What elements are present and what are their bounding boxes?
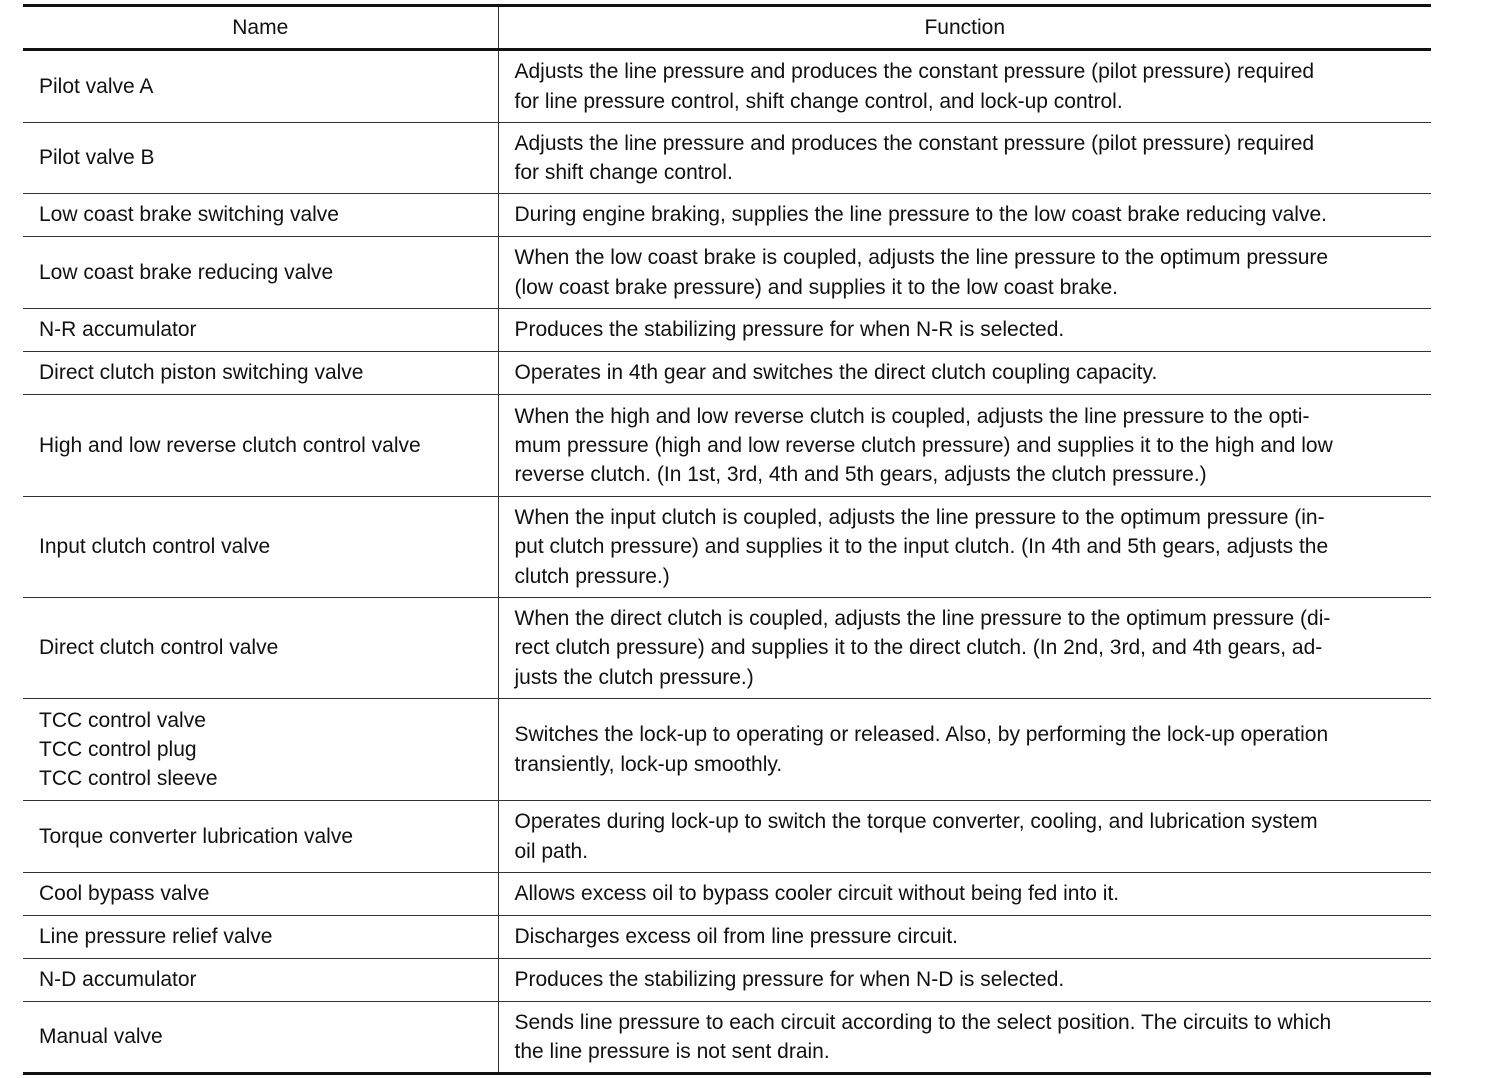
- table-row: [23, 194, 1431, 237]
- function-line: for shift change control.: [514, 161, 733, 184]
- function-line: the line pressure is not sent drain.: [514, 1040, 830, 1063]
- function-line: put clutch pressure) and supplies it to the input clutch. (In 4th and 5th gears, adjusts the: [514, 535, 1329, 559]
- cell-function: [498, 873, 1431, 916]
- function-line: Adjusts the line pressure and produces the constant pressure (pilot pressure) required: [514, 60, 1315, 84]
- name-line: Pilot valve A: [39, 74, 154, 98]
- function-line: mum pressure (high and low reverse clutch pressure) and supplies it to the high and low: [514, 433, 1333, 457]
- function-line: When the input clutch is coupled, adjusts the line pressure to the optimum pressure (in-: [514, 506, 1325, 530]
- function-line: (low coast brake pressure) and supplies it to the low coast brake.: [514, 275, 1118, 299]
- table-row: [23, 50, 1431, 123]
- table-body: [23, 50, 1431, 1074]
- cell-function: [498, 497, 1431, 598]
- table-header-row: [23, 6, 1431, 50]
- function-line: transiently, lock-up smoothly.: [514, 752, 783, 776]
- cell-function: [498, 1002, 1431, 1074]
- table-row: [23, 699, 1431, 801]
- name-line: Cool bypass valve: [39, 882, 210, 906]
- name-line: Low coast brake reducing valve: [39, 260, 334, 284]
- cell-name: [23, 123, 498, 194]
- function-line: Sends line pressure to each circuit according to the select position. The circuits to which: [514, 1010, 1332, 1034]
- cell-name: [23, 309, 498, 352]
- cell-name: [23, 194, 498, 237]
- cell-function: [498, 352, 1431, 395]
- function-line: Produces the stabilizing pressure for when N-R is selected.: [514, 318, 1065, 342]
- cell-function: [498, 123, 1431, 194]
- cell-function: [498, 309, 1431, 352]
- function-line: Allows excess oil to bypass cooler circuit without being fed into it.: [514, 882, 1120, 906]
- name-line: N-D accumulator: [39, 968, 197, 992]
- cell-function: [498, 50, 1431, 123]
- name-line: TCC control plug: [39, 737, 197, 761]
- table-row: [23, 352, 1431, 395]
- function-line: reverse clutch. (In 1st, 3rd, 4th and 5th gears, adjusts the clutch pressure.): [514, 463, 1207, 487]
- function-line: for line pressure control, shift change control, and lock-up control.: [514, 89, 1123, 113]
- cell-function: [498, 395, 1431, 497]
- cell-name: [23, 699, 498, 801]
- name-line: High and low reverse clutch control valve: [39, 433, 421, 457]
- name-line: Torque converter lubrication valve: [39, 824, 353, 848]
- valve-function-table: [23, 4, 1431, 1075]
- name-line: Manual valve: [39, 1025, 163, 1049]
- name-line: Low coast brake switching valve: [39, 203, 339, 227]
- cell-name: [23, 873, 498, 916]
- table-row: [23, 801, 1431, 873]
- name-line: N-R accumulator: [39, 318, 197, 342]
- cell-name: [23, 497, 498, 598]
- table-row: [23, 497, 1431, 598]
- name-line: TCC control valve: [39, 708, 206, 732]
- cell-name: [23, 598, 498, 699]
- cell-function: [498, 699, 1431, 801]
- name-line: Direct clutch piston switching valve: [39, 361, 364, 385]
- cell-name: [23, 1002, 498, 1074]
- table-row: [23, 916, 1431, 959]
- table-row: [23, 873, 1431, 916]
- name-line: Line pressure relief valve: [39, 925, 273, 949]
- name-line: Input clutch control valve: [39, 535, 271, 559]
- cell-name: [23, 237, 498, 309]
- table-row: [23, 598, 1431, 699]
- table-row: [23, 959, 1431, 1002]
- table-row: [23, 309, 1431, 352]
- cell-function: [498, 959, 1431, 1002]
- function-line: Adjusts the line pressure and produces the constant pressure (pilot pressure) required: [514, 131, 1315, 155]
- function-line: Operates in 4th gear and switches the direct clutch coupling capacity.: [514, 361, 1158, 385]
- function-line: During engine braking, supplies the line pressure to the low coast brake reducing valve.: [514, 203, 1327, 227]
- table-row: [23, 395, 1431, 497]
- function-line: Produces the stabilizing pressure for when N-D is selected.: [514, 968, 1065, 992]
- name-line: TCC control sleeve: [39, 767, 218, 791]
- table-row: [23, 1002, 1431, 1074]
- function-line: When the high and low reverse clutch is coupled, adjusts the line pressure to the opti-: [514, 404, 1310, 428]
- cell-name: [23, 50, 498, 123]
- column-header-name: Name: [23, 6, 498, 50]
- cell-function: [498, 598, 1431, 699]
- column-header-function: Function: [498, 6, 1431, 50]
- cell-name: [23, 916, 498, 959]
- function-line: clutch pressure.): [514, 564, 670, 588]
- cell-function: [498, 801, 1431, 873]
- cell-function: [498, 237, 1431, 309]
- function-line: Operates during lock-up to switch the torque converter, cooling, and lubrication system: [514, 810, 1318, 834]
- function-line: rect clutch pressure) and supplies it to the direct clutch. (In 2nd, 3rd, and 4th gears, ad-: [514, 636, 1323, 660]
- name-line: Pilot valve B: [39, 146, 155, 170]
- function-line: Switches the lock-up to operating or released. Also, by performing the lock-up operation: [514, 723, 1329, 747]
- function-line: justs the clutch pressure.): [514, 665, 754, 689]
- function-line: When the direct clutch is coupled, adjusts the line pressure to the optimum pressure (di-: [514, 607, 1331, 631]
- cell-name: [23, 959, 498, 1002]
- function-line: When the low coast brake is coupled, adjusts the line pressure to the optimum pressure: [514, 246, 1329, 270]
- table-row: [23, 123, 1431, 194]
- valve-function-table-container: [23, 4, 1431, 1075]
- function-line: Discharges excess oil from line pressure circuit.: [514, 925, 958, 949]
- cell-name: [23, 395, 498, 497]
- cell-name: [23, 352, 498, 395]
- function-line: oil path.: [514, 839, 589, 863]
- cell-function: [498, 194, 1431, 237]
- cell-function: [498, 916, 1431, 959]
- cell-name: [23, 801, 498, 873]
- name-line: Direct clutch control valve: [39, 636, 279, 660]
- table-row: [23, 237, 1431, 309]
